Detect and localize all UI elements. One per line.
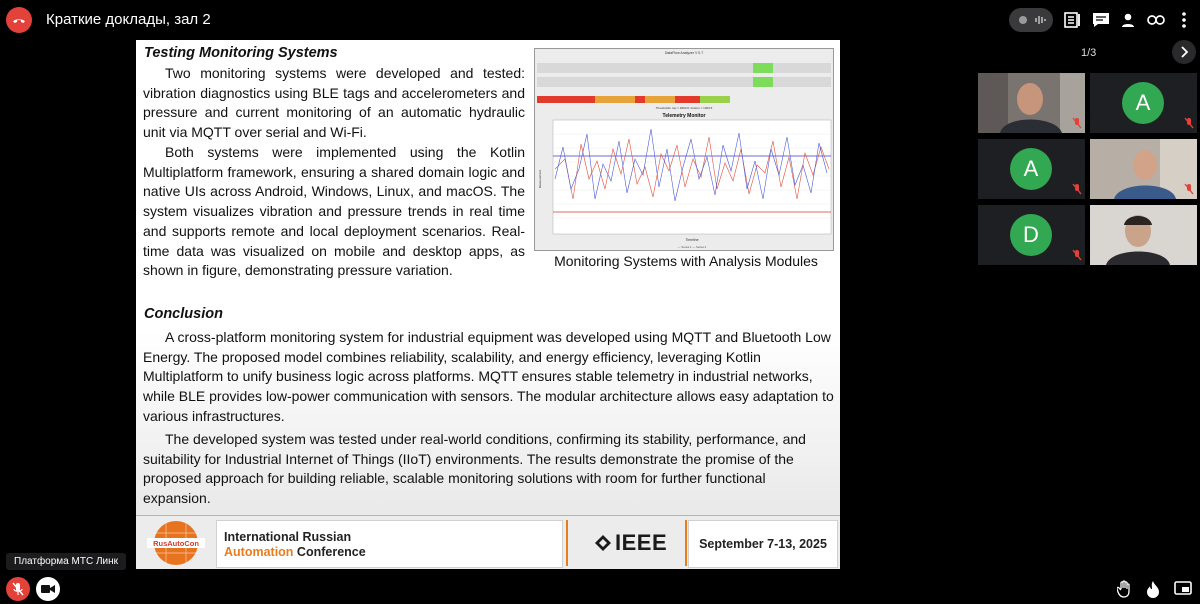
audio-status-pill[interactable] — [1009, 8, 1053, 32]
monitoring-figure — [534, 48, 834, 251]
participants-icon[interactable] — [1118, 10, 1138, 30]
conference-dates: September 7-13, 2025 — [688, 520, 838, 568]
presentation-icon[interactable] — [1063, 10, 1083, 30]
y-axis-label: Measurement — [538, 169, 542, 189]
paragraph-conclusion-1: A cross-platform monitoring system for industrial equipment was developed using MQTT and Bluetooth Low Energy. The proposed model combines reliability, scalability, and energy efficiency, leveraging Kotlin Multiplatform to unify business logic across platforms. MQTT ensures stable telemetry in industrial networks, while BLE provides low-power communication with sensors. The modular architecture allows easy adaptation to various infrastructures. — [143, 329, 834, 424]
avatar: A — [1122, 82, 1164, 124]
paragraph-conclusion-2: The developed system was tested under real-world conditions, confirming its stability, performance, and suitability for Industrial Internet of Things (IIoT) environments. The results demonstrate the promise of the proposed approach for building reliable, scalable monitoring solutions with room for further functional expansion. — [143, 431, 806, 507]
participant-tile[interactable] — [1090, 205, 1197, 265]
participant-video — [1090, 205, 1197, 265]
conference-name-box — [216, 520, 563, 568]
figure-caption: Monitoring Systems with Analysis Modules — [554, 253, 818, 269]
mic-off-icon — [12, 582, 24, 596]
section-heading-testing: Testing Monitoring Systems — [144, 45, 338, 61]
participants-next-button[interactable] — [1172, 40, 1196, 64]
microphone-toggle-button[interactable] — [6, 577, 30, 601]
paragraph-testing-1: Two monitoring systems were developed and tested: vibration diagnostics using BLE tags and accelerometers and pressure and current monitoring of an automatic hydraulic unit via MQTT over serial and Wi-Fi. — [143, 65, 525, 141]
chevron-right-icon — [1179, 46, 1189, 58]
mic-off-icon — [1072, 117, 1082, 129]
participant-tile[interactable] — [978, 73, 1085, 133]
section-heading-conclusion: Conclusion — [144, 306, 223, 322]
avatar: A — [1010, 148, 1052, 190]
threshold-text: Thresholds: top = 2963.8, bottom = 1363.6 — [655, 106, 713, 110]
participant-tile[interactable] — [978, 205, 1085, 265]
sound-wave-icon — [1034, 13, 1048, 27]
mic-off-icon — [1072, 249, 1082, 261]
phone-hangup-icon — [11, 12, 27, 28]
conference-line1: International Russian — [224, 530, 352, 544]
x-axis-label: Timeline — [685, 238, 699, 242]
telemetry-app-screenshot — [535, 49, 833, 250]
footer-divider — [566, 520, 568, 566]
ieee-text: IEEE — [615, 530, 668, 555]
paragraph-testing-2: Both systems were implemented using the Kotlin Multiplatform framework, ensuring a shared domain logic and native UIs across Android, Windows, Linux, and macOS. The system visualizes vibration and pressure trends in real time and supports remote and local deployment scenarios. Real-time data was visualized on mobile and desktop apps, as shown in figure, demonstrating pressure variation. — [143, 144, 525, 279]
participant-video — [978, 73, 1085, 133]
conference-rest: Conference — [293, 545, 366, 559]
reactions-button[interactable] — [1143, 579, 1163, 599]
participants-page-counter: 1/3 — [1081, 47, 1097, 59]
app-title-text: DataFlow Analyzer V 0.7 — [664, 51, 704, 55]
chat-icon[interactable] — [1091, 10, 1111, 30]
platform-label: Платформа МТС Линк — [6, 553, 126, 570]
participant-tile[interactable] — [978, 139, 1085, 199]
more-vertical-icon[interactable] — [1174, 10, 1194, 30]
participant-tile[interactable] — [1090, 139, 1197, 199]
flame-icon — [1146, 580, 1160, 598]
screen-share-button[interactable] — [1173, 579, 1193, 599]
shared-slide — [136, 40, 840, 569]
legend-text: — Series 1 — Series 2 — [677, 245, 707, 249]
mic-off-icon — [1184, 117, 1194, 129]
hand-icon — [1117, 580, 1133, 598]
avatar: D — [1010, 214, 1052, 256]
slide-footer — [136, 515, 840, 569]
svg-text:RusAutoCon: RusAutoCon — [153, 539, 199, 548]
raise-hand-button[interactable] — [1115, 579, 1135, 599]
mic-off-icon — [1072, 183, 1082, 195]
ieee-logo — [594, 530, 667, 556]
conference-line2 — [224, 545, 366, 559]
top-bar — [0, 0, 1200, 40]
participant-tile[interactable] — [1090, 73, 1197, 133]
status-dot-icon — [1019, 16, 1027, 24]
footer-divider — [685, 520, 687, 566]
participant-video — [1090, 139, 1197, 199]
link-icon[interactable] — [1146, 10, 1166, 30]
mic-off-icon — [1184, 183, 1194, 195]
meeting-title: Краткие доклады, зал 2 — [46, 11, 211, 28]
rusautocon-logo — [146, 519, 206, 567]
camera-toggle-button[interactable] — [36, 577, 60, 601]
screen-share-icon — [1174, 581, 1192, 597]
leave-call-button[interactable] — [6, 7, 32, 33]
ieee-diamond-icon — [594, 534, 612, 552]
conference-accent-word: Automation — [224, 545, 294, 559]
chart-title: Telemetry Monitor — [662, 113, 706, 119]
camera-icon — [41, 584, 55, 594]
